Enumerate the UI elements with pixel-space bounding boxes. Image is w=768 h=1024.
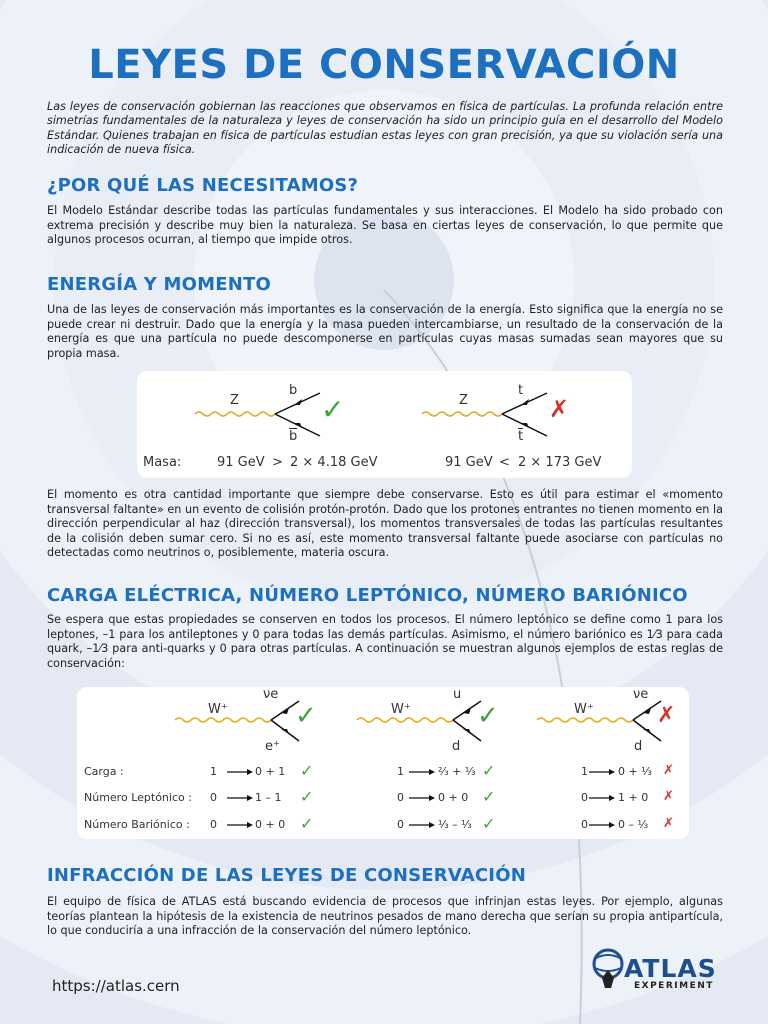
atlas-logo-text: ATLAS [624, 954, 717, 983]
mass-left-a: 91 GeV [217, 455, 265, 470]
mass-right-b: 2 × 173 GeV [518, 455, 602, 470]
d2-r3-mark: ✓ [482, 814, 496, 833]
text-energy-1: Una de las leyes de conservación más importantes es la conservación de la energía. Esto significa que la energía no se puede crear ni destruir. Dado que la energía y la masa pueden intercambiarse, un resultado de la conservación de la energía es que una partícula no puede descomponerse en partículas cuyas masas sumadas sean mayores que su propia masa. [47, 303, 723, 360]
d3-r2-rhs: 1 + 0 [618, 791, 649, 804]
page-title: LEYES DE CONSERVACIÓN [88, 42, 680, 88]
heading-why: ¿POR QUÉ LAS NECESITAMOS? [47, 175, 359, 196]
mass-right-a: 91 GeV [445, 455, 493, 470]
d1-r3-mark: ✓ [300, 814, 314, 833]
d2-r1-rhs: ⅔ + ⅓ [438, 765, 476, 778]
mass-left-check-mark: ✓ [321, 393, 345, 426]
heading-violation: INFRACCIÓN DE LAS LEYES DE CONSERVACIÓN [47, 865, 526, 886]
d3-cross-mark: ✗ [657, 703, 676, 728]
text-violation: El equipo de física de ATLAS está buscando evidencia de procesos que infrinjan estas leyes. Por ejemplo, algunas teorías plantean la hipótesis de la existencia de neutrinos pesados de mano derecha que serían su propia antipartícula, lo que conduciría a una infracción de la conservación del número leptónico. [47, 895, 723, 938]
atlas-logo [590, 944, 720, 994]
d3-out-top-label: νe [633, 687, 649, 702]
charge-feynman-diagrams [77, 687, 689, 839]
mass-diagram-panel [137, 371, 632, 478]
mass-left-b: 2 × 4.18 GeV [290, 455, 378, 470]
d3-in-label: W⁺ [574, 702, 594, 717]
d3-r3-lhs: 0 [581, 818, 588, 831]
intro-text: Las leyes de conservación gobiernan las reacciones que observamos en física de partículas. La profunda relación entre simetrías fundamentales de la naturaleza y leyes de conservación ha sido un principio guía en el desarrollo del Modelo Estándar. Quienes trabajan en física de partículas estudian estas leyes con gran precisión, ya que su violación sería una indicación de nueva física. [47, 100, 723, 157]
d3-r1-lhs: 1 [581, 765, 588, 778]
mass-row-label: Masa: [143, 455, 182, 470]
heading-charge: CARGA ELÉCTRICA, NÚMERO LEPTÓNICO, NÚMERO BARIÓNICO [47, 585, 688, 606]
row-label-baryon: Número Bariónico : [84, 818, 190, 831]
mass-right-out-top-label: t [518, 383, 524, 398]
d1-r3-rhs: 0 + 0 [255, 818, 286, 831]
mass-left-op: > [272, 455, 283, 470]
charge-diagram-panel [77, 687, 689, 839]
d2-r1-mark: ✓ [482, 761, 496, 780]
d1-r1-mark: ✓ [300, 761, 314, 780]
d3-r2-mark: ✗ [663, 789, 674, 804]
text-charge: Se espera que estas propiedades se conserven en todos los procesos. El número leptónico se define como 1 para los leptones, –1 para los antileptones y 0 para todas las demás partículas. Asimismo, el número bariónico es 1⁄3 para cada quark, –1⁄3 para anti-quarks y 0 para otras partículas. A continuación se muestran algunos ejemplos de estas reglas de conservación: [47, 613, 723, 670]
d3-r1-mark: ✗ [663, 763, 674, 778]
d1-r2-lhs: 0 [210, 791, 217, 804]
d2-check-mark: ✓ [477, 701, 499, 731]
text-energy-2: El momento es otra cantidad importante que siempre debe conservarse. Esto es útil para estimar el «momento transversal faltante» en un evento de colisión protón-protón. Dado que los protones entrantes no tienen momento en la dirección perpendicular al haz (dirección transversal), los momentos transversales de todas las partículas resultantes de la colisión deben sumar cero. Si no es así, este momento transversal faltante puede asociarse con partículas no detectadas como neutrinos o, posiblemente, materia oscura. [47, 488, 723, 560]
d1-in-label: W⁺ [208, 702, 228, 717]
d3-r3-rhs: 0 – ⅓ [618, 818, 649, 831]
d1-r1-lhs: 1 [210, 765, 217, 778]
d3-out-bottom-label: d [634, 739, 643, 754]
mass-left-out-bottom-label: $\overline{b}$ [289, 429, 298, 444]
mass-right-in-label: Z [459, 393, 468, 408]
d2-r2-rhs: 0 + 0 [438, 791, 469, 804]
d2-r2-mark: ✓ [482, 787, 496, 806]
heading-energy: ENERGÍA Y MOMENTO [47, 274, 271, 295]
d2-r3-lhs: 0 [397, 818, 404, 831]
d1-out-bottom-label: e⁺ [265, 739, 280, 754]
d2-in-label: W⁺ [391, 702, 411, 717]
d2-out-bottom-label: d [452, 739, 461, 754]
d1-r2-mark: ✓ [300, 787, 314, 806]
d1-r3-lhs: 0 [210, 818, 217, 831]
atlas-website-link[interactable]: https://atlas.cern [52, 977, 180, 995]
d2-out-top-label: u [453, 687, 462, 702]
d3-r1-rhs: 0 + ⅓ [618, 765, 652, 778]
row-label-lepton: Número Leptónico : [84, 791, 192, 804]
atlas-logo-subtext: EXPERIMENT [634, 981, 714, 991]
d3-r3-mark: ✗ [663, 816, 674, 831]
d1-out-top-label: νe [263, 687, 279, 702]
mass-right-op: < [499, 455, 510, 470]
d1-r1-rhs: 0 + 1 [255, 765, 286, 778]
text-why: El Modelo Estándar describe todas las partículas fundamentales y sus interacciones. El Modelo ha sido probado con extrema precisión y describe muy bien la naturaleza. Se basa en ciertas leyes de conservación, lo que permite que algunos procesos ocurran, al tiempo que impide otros. [47, 204, 723, 247]
mass-right-out-bottom-label: $\overline{t}$ [518, 429, 524, 444]
mass-left-in-label: Z [230, 393, 239, 408]
row-label-charge: Carga : [84, 765, 124, 778]
d2-r2-lhs: 0 [397, 791, 404, 804]
d2-r1-lhs: 1 [397, 765, 404, 778]
mass-right-cross-mark: ✗ [549, 395, 570, 423]
d1-check-mark: ✓ [295, 701, 317, 731]
d2-r3-rhs: ⅓ – ⅓ [438, 818, 472, 831]
d1-r2-rhs: 1 – 1 [255, 791, 282, 804]
mass-left-out-top-label: b [289, 383, 298, 398]
d3-r2-lhs: 0 [581, 791, 588, 804]
